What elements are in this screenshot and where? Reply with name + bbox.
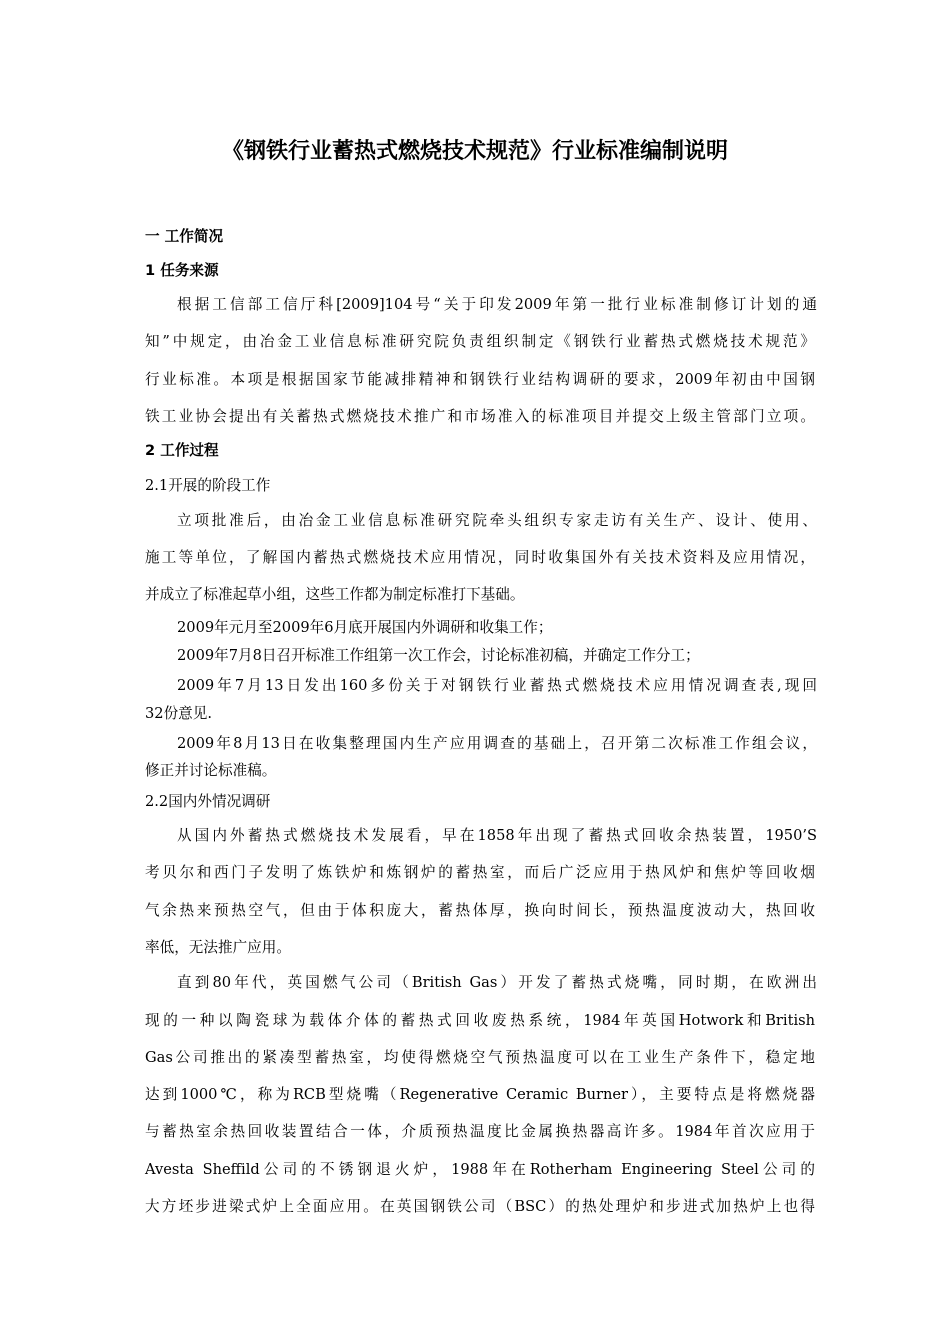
section-heading-work-overview: 一 工作简况	[145, 228, 224, 245]
timeline-item: 2009年元月至2009年6月底开展国内外调研和收集工作；	[177, 619, 553, 636]
timeline-item-continued: 32份意见.	[145, 705, 212, 722]
paragraph-line: 铁工业协会提出有关蓄热式燃烧技术推广和市场准入的标准项目并提交上级主管部门立项。	[145, 408, 815, 425]
paragraph-line: 气余热来预热空气，但由于体积庞大，蓄热体厚，换向时间长，预热温度波动大，热回收	[145, 902, 815, 919]
document-title: 《钢铁行业蓄热式燃烧技术规范》行业标准编制说明	[221, 139, 728, 164]
paragraph-line: 考贝尔和西门子发明了炼铁炉和炼钢炉的蓄热室，而后广泛应用于热风炉和焦炉等回收烟	[145, 864, 815, 881]
paragraph-line: 直到80年代，英国燃气公司（British Gas）开发了蓄热式烧嘴，同时期，在欧洲出	[177, 974, 817, 991]
paragraph-line: Avesta Sheffild公司的不锈钢退火炉，1988年在Rotherham Engineering Steel公司的	[145, 1161, 815, 1178]
paragraph-line: Gas公司推出的紧凑型蓄热室，均使得燃烧空气预热温度可以在工业生产条件下，稳定地	[145, 1049, 815, 1066]
paragraph-line: 立项批准后，由冶金工业信息标准研究院牵头组织专家走访有关生产、设计、使用、	[177, 512, 817, 529]
paragraph-line: 大方坯步进梁式炉上全面应用。在英国钢铁公司（BSC）的热处理炉和步进式加热炉上也得	[145, 1198, 815, 1215]
timeline-item: 2009年8月13日在收集整理国内生产应用调查的基础上，召开第二次标准工作组会议，	[177, 735, 817, 752]
paragraph-line: 现的一种以陶瓷球为载体介体的蓄热式回收废热系统，1984年英国Hotwork和British	[145, 1012, 815, 1029]
timeline-item: 2009年7月13日发出160多份关于对钢铁行业蓄热式燃烧技术应用情况调查表,现回	[177, 677, 817, 694]
subsection-heading-stage-work: 2.1开展的阶段工作	[145, 477, 271, 494]
subsection-heading-research: 2.2国内外情况调研	[145, 793, 271, 810]
paragraph-line: 从国内外蓄热式燃烧技术发展看，早在1858年出现了蓄热式回收余热装置，1950’S	[177, 827, 817, 844]
paragraph-line: 根据工信部工信厅科[2009]104号“关于印发2009年第一批行业标准制修订计划的通	[177, 296, 817, 313]
paragraph-line: 施工等单位，了解国内蓄热式燃烧技术应用情况，同时收集国外有关技术资料及应用情况，	[145, 549, 815, 566]
paragraph-line: 与蓄热室余热回收装置结合一体，介质预热温度比金属换热器高许多。1984年首次应用于	[145, 1123, 815, 1140]
timeline-item-continued: 修正并讨论标准稿。	[145, 762, 277, 779]
section-heading-task-source: 1 任务来源	[145, 262, 219, 279]
paragraph-line: 行业标准。本项是根据国家节能减排精神和钢铁行业结构调研的要求，2009年初由中国钢	[145, 371, 815, 388]
paragraph-line: 知”中规定，由冶金工业信息标准研究院负责组织制定《钢铁行业蓄热式燃烧技术规范》	[145, 333, 815, 350]
section-heading-work-process: 2 工作过程	[145, 442, 219, 459]
paragraph-line: 达到1000℃，称为RCB型烧嘴（Regenerative Ceramic Burner），主要特点是将燃烧器	[145, 1086, 815, 1103]
paragraph-line: 率低，无法推广应用。	[145, 939, 291, 956]
paragraph-line: 并成立了标准起草小组，这些工作都为制定标准打下基础。	[145, 586, 525, 603]
timeline-item: 2009年7月8日召开标准工作组第一次工作会，讨论标准初稿，并确定工作分工；	[177, 647, 700, 664]
